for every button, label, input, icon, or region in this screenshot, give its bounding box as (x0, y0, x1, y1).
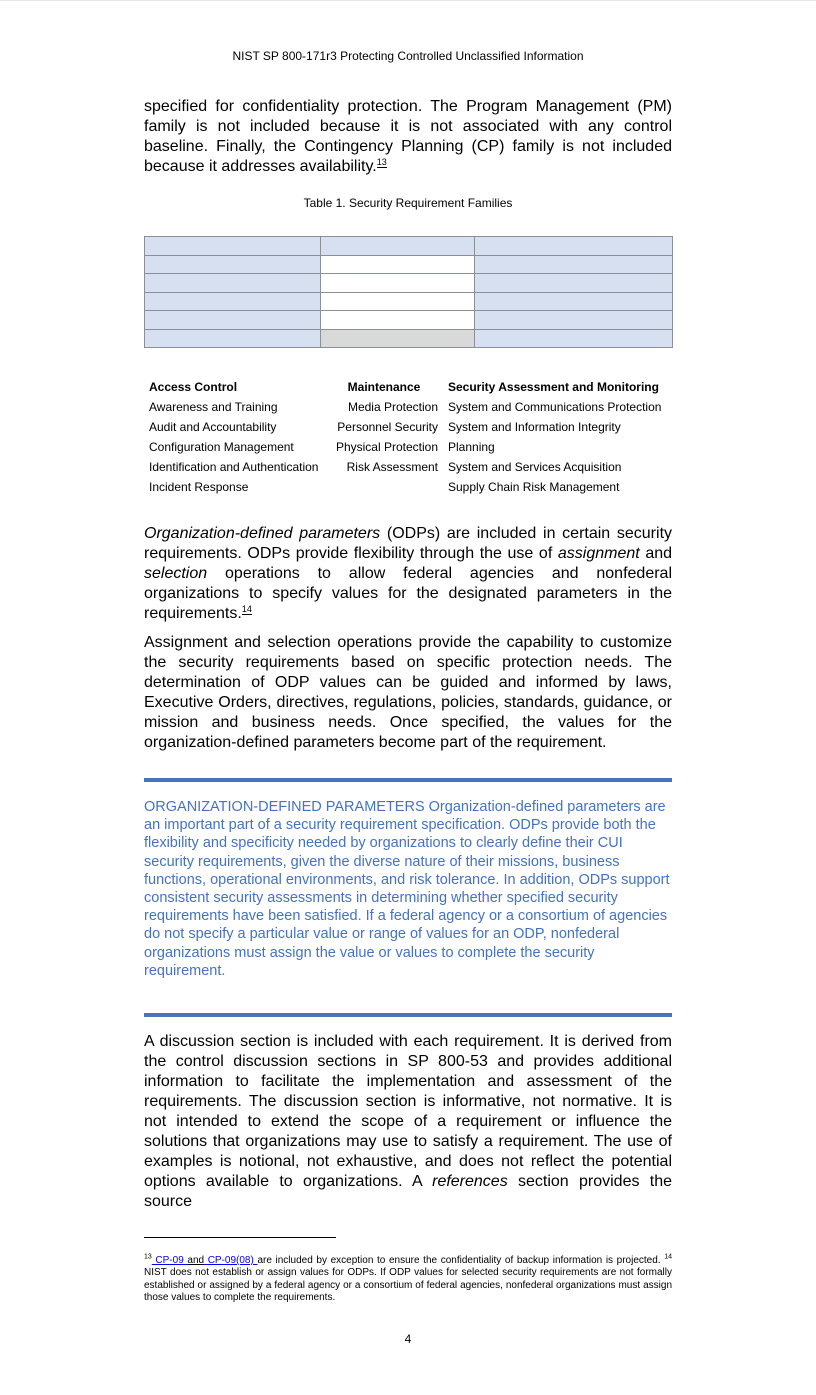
intro-text: specified for confidentiality protection. The Program Management (PM) family is not included because it is not associated with any control baseline. Finally, the Contingency Planning (CP) family is not included because it addresses availability. (144, 98, 672, 175)
footnote-ref-13[interactable]: 13 (376, 156, 387, 167)
footnote-and: and (187, 1255, 205, 1266)
footnote-separator (144, 1237, 336, 1238)
family-item: Audit and Accountability (149, 420, 277, 434)
family-item: System and Information Integrity (448, 420, 621, 434)
intro-paragraph (144, 97, 672, 177)
odp-paragraph (144, 524, 672, 624)
odp-text-2: and (639, 545, 673, 562)
family-header: Maintenance (347, 380, 421, 394)
footnote-13-text: are included by exception to ensure the confidentiality of backup information is projected. (257, 1255, 661, 1266)
table-caption: Table 1. Security Requirement Families (303, 196, 513, 210)
references-term: references (432, 1173, 508, 1190)
family-item: Identification and Authentication (149, 460, 319, 474)
family-item: Risk Assessment (346, 460, 438, 474)
footnote-ref-14[interactable]: 14 (241, 603, 252, 614)
callout-top-rule (144, 778, 672, 782)
family-item: Media Protection (347, 400, 438, 414)
family-header: Access Control (149, 380, 238, 394)
family-item: Personnel Security (337, 420, 438, 434)
families-column-1 (149, 377, 318, 497)
family-item: Supply Chain Risk Management (448, 480, 620, 494)
family-item: System and Communications Protection (448, 400, 662, 414)
discussion-text-1: A discussion section is included with each requirement. It is derived from the control discussion sections in SP 800-53 and provides additional information to facilitate the implementation and assessment of the requirements. The discussion section is informative, not normative. It is not intended to extend the scope of a requirement or influence the solutions that organizations may use to satisfy a requirement. The use of examples is notional, not exhaustive, and does not reflect the potential options available to organizations. A (144, 1033, 672, 1190)
assignment-paragraph: Assignment and selection operations provide the capability to customize the security requirements based on specific protection needs. The determination of ODP values can be guided and informed by laws, Executive Orders, directives, regulations, policies, standards, guidance, or mission and business needs. Once specified, the values for the organization-defined parameters become part of the requirement. (144, 634, 672, 751)
footnote-13-number: 13 (144, 1253, 152, 1261)
shaded-table-grid (144, 236, 673, 348)
family-item: Configuration Management (149, 440, 294, 454)
running-header: NIST SP 800-171r3 Protecting Controlled Unclassified Information (232, 49, 584, 63)
assignment-term: assignment (557, 545, 640, 562)
footnote-14-number: 14 (664, 1253, 673, 1261)
families-column-3 (448, 377, 661, 497)
family-item: Planning (448, 440, 495, 454)
discussion-text-2: section provides the source (144, 1173, 673, 1210)
cp-09-08-link[interactable]: CP-09(08) (204, 1255, 258, 1266)
odp-callout-box: ORGANIZATION-DEFINED PARAMETERS Organization-defined parameters are an important part of a security requirement specification. ODPs provide both the flexibility and specificity needed by organizations to clearly define their CUI security requirements, given the diverse nature of their missions, business functions, operational environments, and risk tolerance. In addition, ODPs support consistent security assessments in determining whether specified security requirements have been satisfied. If a federal agency or a consortium of agencies do not specify a particular value or range of values for an ODP, nonfederal organizations must assign the value or values to complete the security requirement. (144, 799, 670, 979)
family-header: Security Assessment and Monitoring (448, 380, 659, 394)
odp-text-1: (ODPs) are included in certain security requirements. ODPs provide flexibility through the use of (144, 525, 673, 562)
odp-text-3: operations to allow federal agencies and nonfederal organizations to specify values for the designated parameters in the requirements. (144, 565, 672, 622)
odp-term: Organization-defined parameters (144, 525, 381, 542)
families-column-2 (330, 377, 438, 477)
cp-09-link[interactable]: CP-09 (151, 1255, 188, 1266)
footnote-14-text: NIST does not establish or assign values for ODPs. If ODP values for selected security requirements are not formally established or assigned by a federal agency or a consortium of federal agencies, nonfederal organizations must assign those values to complete the requirements. (144, 1267, 672, 1304)
page-number: 4 (404, 1332, 412, 1346)
discussion-paragraph (144, 1032, 672, 1212)
callout-bottom-rule (144, 1013, 672, 1017)
family-item: System and Services Acquisition (448, 460, 622, 474)
family-item: Incident Response (149, 480, 249, 494)
footnotes (144, 1255, 672, 1305)
family-item: Awareness and Training (149, 400, 278, 414)
selection-term: selection (144, 565, 208, 582)
family-item: Physical Protection (335, 440, 438, 454)
